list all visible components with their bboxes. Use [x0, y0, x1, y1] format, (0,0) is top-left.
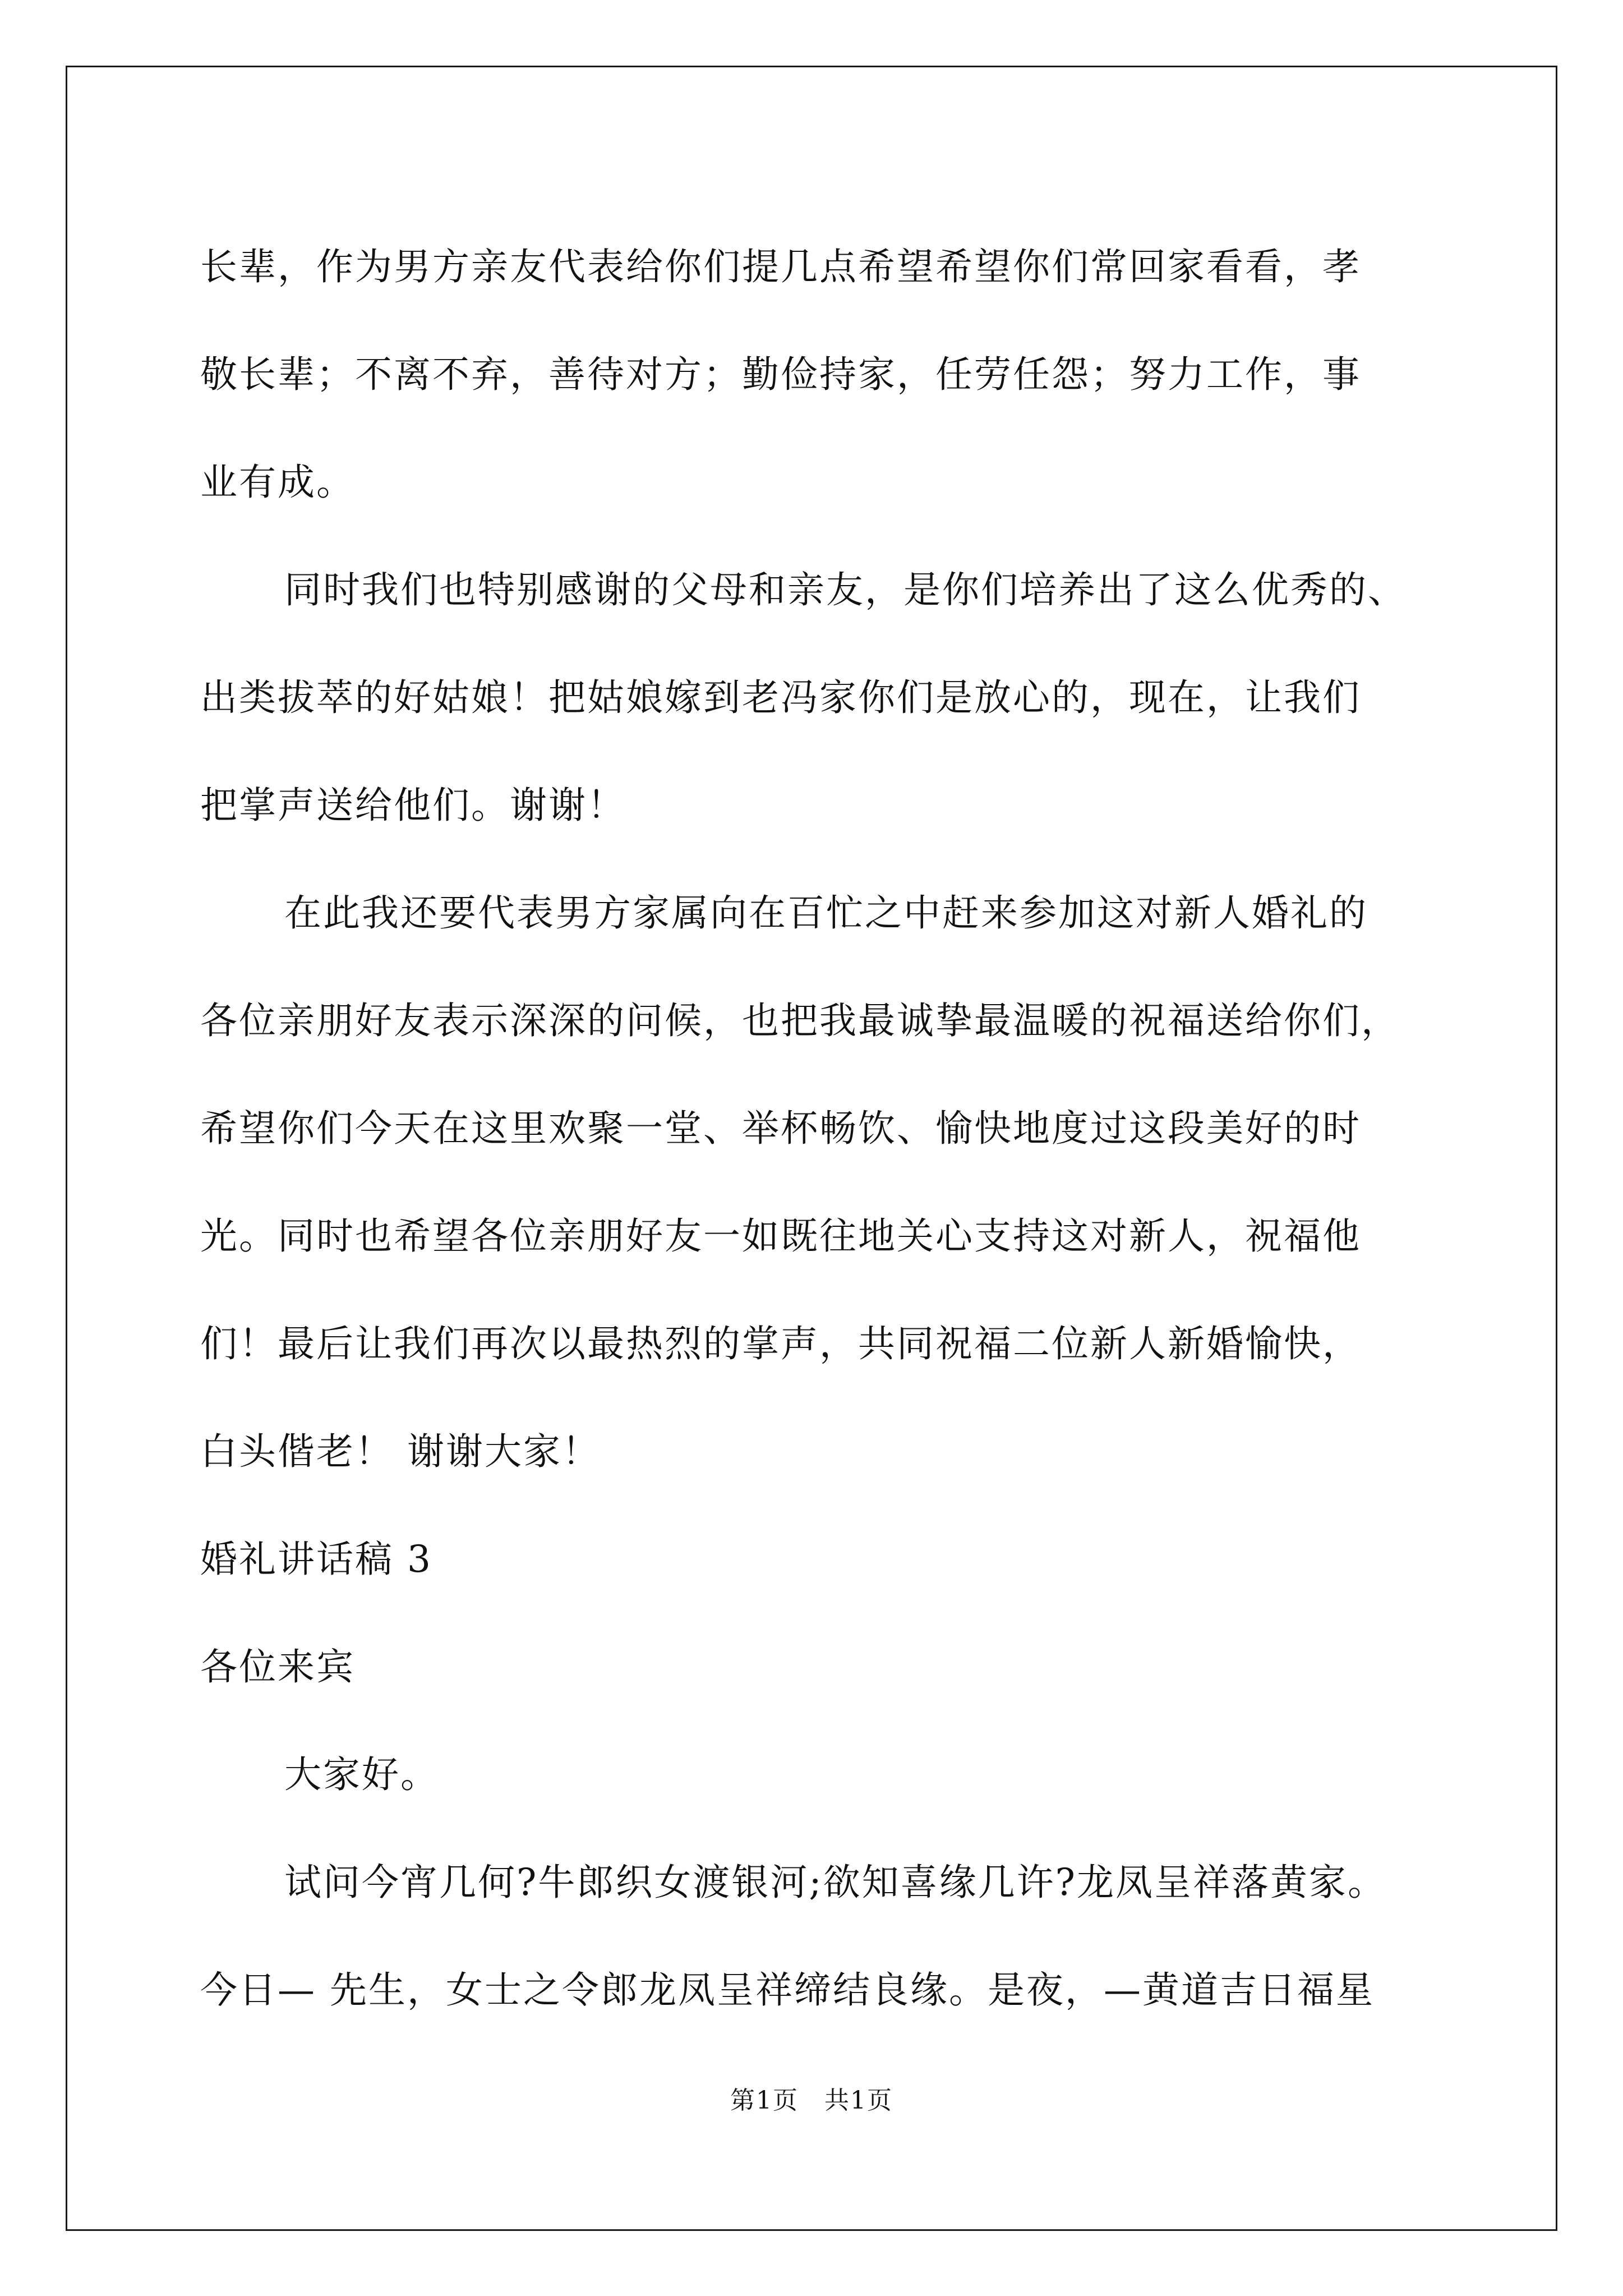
- text-line: 光。同时也希望各位亲朋好友一如既往地关心支持这对新人，祝福他: [200, 1214, 1361, 1258]
- text-line: 希望你们今天在这里欢聚一堂、举杯畅饮、愉快地度过这段美好的时: [200, 1107, 1361, 1150]
- text-line: 业有成。: [200, 461, 355, 504]
- text-line: 今日— 先生，女士之令郎龙凤呈祥缔结良缘。是夜，—黄道吉日福星: [200, 1968, 1375, 2012]
- text-line: 出类拔萃的好姑娘！把姑娘嫁到老冯家你们是放心的，现在，让我们: [200, 676, 1361, 719]
- text-line: 各位亲朋好友表示深深的问候，也把我最诚挚最温暖的祝福送给你们，: [200, 999, 1400, 1042]
- text-line: 试问今宵几何?牛郎织女渡银河;欲知喜缘几许?龙凤呈祥落黄家。: [284, 1861, 1387, 1904]
- text-line: 在此我还要代表男方家属向在百忙之中赶来参加这对新人婚礼的: [284, 891, 1368, 935]
- text-line: 同时我们也特别感谢的父母和亲友，是你们培养出了这么优秀的、: [284, 568, 1407, 611]
- document-body: [200, 213, 1451, 2044]
- section-heading: 婚礼讲话稿 3: [200, 1538, 432, 1581]
- text-line: 把掌声送给他们。谢谢！: [200, 784, 626, 827]
- page-footer: 第1页 共1页: [730, 2086, 893, 2115]
- text-line: 们！最后让我们再次以最热烈的掌声，共同祝福二位新人新婚愉快，: [200, 1322, 1361, 1365]
- text-line: 长辈，作为男方亲友代表给你们提几点希望希望你们常回家看看，孝: [200, 245, 1361, 288]
- text-line: 敬长辈；不离不弃，善待对方；勤俭持家，任劳任怨；努力工作，事: [200, 353, 1361, 396]
- text-line: 大家好。: [284, 1753, 439, 1796]
- salutation: 各位来宾: [200, 1645, 355, 1688]
- text-line: 白头偕老！ 谢谢大家！: [200, 1430, 601, 1473]
